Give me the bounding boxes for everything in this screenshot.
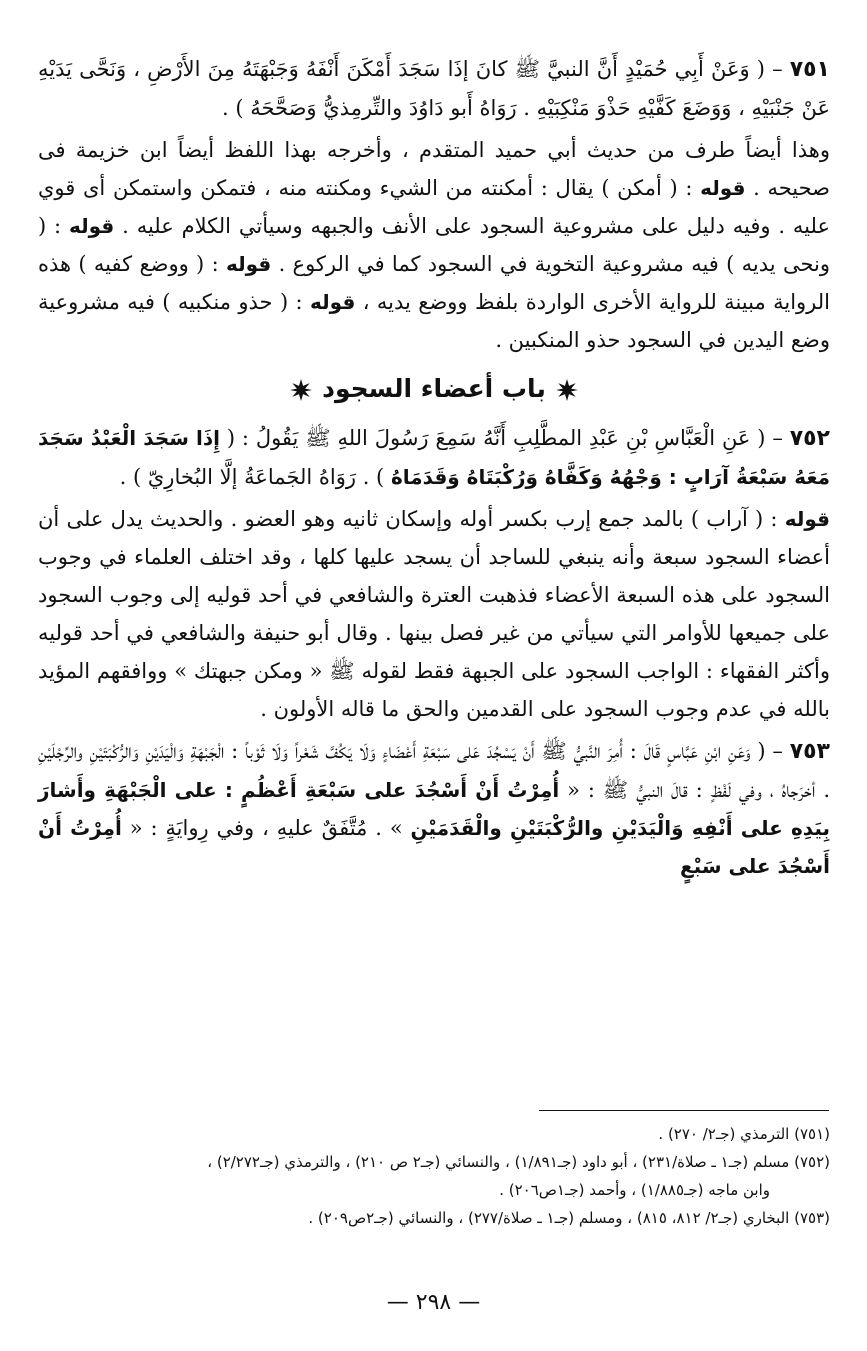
commentary-text: : ( ووضع كفيه ) هذه الرواية مبينة للرواية الأخرى الواردة بلفظ ووضع يديه ، [38,252,831,314]
hadith-number: ٧٥٣ [789,739,830,764]
star-ornament-icon [556,379,578,401]
footnote-751: (٧٥١) الترمذي (جـ٢/ ٢٧٠) . [658,1125,830,1143]
keyword-qawluhu: قوله [784,507,830,531]
hadith-text: ) . رَوَاهُ الجَماعَةُ إلَّا البُخارِيّ ) . [119,465,391,489]
chapter-title: باب أعضاء السجود [322,374,546,403]
hadith-quote-bold: إِذَا سَجَدَ الْعَبْدُ سَجَدَ مَعَهُ سَبْعَةُ آرَابٍ : وَجْهُهُ وَكَفَّاهُ وَرُكْبَتَاهُ وَقَدَمَاهُ [38,426,830,489]
hadith-753 [38,732,830,885]
hadith-text: – ( عَنِ الْعَبَّاسِ بْنِ عَبْدِ المطَّلِبِ أَنَّهُ سَمِعَ رَسُولَ اللهِ ﷺ يَقُولُ : ( [220,426,790,450]
keyword-qawluhu: قوله [310,290,356,314]
footnote-divider [539,1110,829,1111]
commentary-751 [38,131,830,359]
footnotes [38,1120,830,1232]
commentary-text: : ( ونحى يديه ) فيه مشروعية التخوية في السجود كما في الركوع . [38,214,831,276]
hadith-number: ٧٥١ [789,57,830,82]
commentary-text: : ( أمكن ) يقال : أمكنته من الشيء ومكنته منه ، فتمكن واستمكن أى قوي عليه . وفيه دليل على مشروعية السجود على الأنف والجبهه وسيأتي الكلام عليه . [38,176,830,238]
hadith-quote-bold: أُمِرْتُ أَنْ أَسْجُدَ على سَبْعٍ [38,816,830,878]
footnote-753: (٧٥٣) البخاري (جـ٢/ ٨١٢، ٨١٥) ، ومسلم (جـ١ ـ صلاة/٢٧٧) ، والنسائي (جـ٢ص٢٠٩) . [308,1209,830,1227]
footnote-752-continued: وابن ماجه (جـ١/٨٨٥) ، وأحمد (جـ١ص٢٠٦) . [499,1181,770,1199]
footnote-752: (٧٥٢) مسلم (جـ١ ـ صلاة/٢٣١) ، أبو داود (جـ١/٨٩١) ، والنسائي (جـ٢ ص ٢١٠) ، والترمذي (جـ٢/٢٧٢) ، [207,1153,830,1171]
keyword-qawluhu: قوله [225,252,272,276]
hadith-text: » . مُتَّفَقٌ عليهِ ، وفي رِوايَةٍ : « [121,816,411,840]
hadith-text: – ( وَعَنِ ابْنِ عَبَّاسٍ قَالَ : أُمِرَ النَّبيُّ ﷺ أَنْ يَسْجُدَ عَلى سَبْعَةِ أَعْضَاءٍ وَلَا يَكُفَّ شَعْراً وَلَا ثَوْباً : الْجَبْهَةِ وَالْيَدَيْنِ وَالرُّكْبَتَيْنِ والرِّجْلَيْنِ . أخرَجاهُ ، وفي لَفْظٍ : قالَ النبيُّ ﷺ : « [38,739,830,802]
commentary-text: وهذا أيضاً طرف من حديث أبي حميد المتقدم ، وأخرجه بهذا اللفظ أيضاً ابن خزيمة فى صحيحه . [38,138,830,200]
keyword-qawluhu: قوله [69,214,115,238]
hadith-752 [38,419,830,496]
hadith-number: ٧٥٢ [789,426,830,451]
hadith-751 [38,50,830,127]
hadith-quote-bold: أُمِرْتُ أَنْ أَسْجُدَ على سَبْعَةِ أَعْظُمٍ : على الْجَبْهَةِ وأَشارَ بِيَدِهِ على أَنْفِهِ وَالْيَدَيْنِ والرُّكْبَتَيْنِ والْقَدَمَيْنِ [38,778,831,840]
hadith-text: – ( وَعَنْ أَبِي حُمَيْدٍ أَنَّ النبيَّ ﷺ كانَ إذَا سَجَدَ أَمْكَنَ أَنْفَهُ وَجَبْهَتَهُ مِنَ الأَرْضِ ، وَنَحَّى يَدَيْهِ عَنْ جَنْبَيْهِ ، وَوَضَعَ كَفَّيْهِ حَذْوَ مَنْكِبَيْهِ . رَوَاهُ أَبو دَاوُدَ والتِّرمِذيُّ وَصَحَّحَهُ ) . [38,57,830,120]
keyword-qawluhu: قوله [700,176,746,200]
page-body [38,50,830,889]
commentary-752 [38,500,830,728]
page-number: — ٢٩٨ — [386,1290,481,1315]
chapter-heading [38,369,830,409]
star-ornament-icon [290,379,312,401]
commentary-text: : ( حذو منكبيه ) فيه مشروعية وضع اليدين في السجود حذو المنكبين . [38,290,830,352]
commentary-text: : ( آراب ) بالمد جمع إرب بكسر أوله وإسكان ثانيه وهو العضو . والحديث يدل على أن أعضاء السجود سبعة وأنه ينبغي للساجد أن يسجد عليها كلها ، وقد اختلف العلماء في وجوب السجود على هذه السبعة الأعضاء فذهبت العترة والشافعي في أحد قوليه إلى وجوب السجود على جميعها للأوامر التي سيأتي من غير فصل بينها . وقال أبو حنيفة والشافعي في أحد قوليه وأكثر الفقهاء : الواجب السجود على الجبهة فقط لقوله ﷺ « ومكن جبهتك » ووافقهم المؤيد بالله في عدم وجوب السجود على القدمين والحق ما قاله الأولون . [38,507,830,721]
